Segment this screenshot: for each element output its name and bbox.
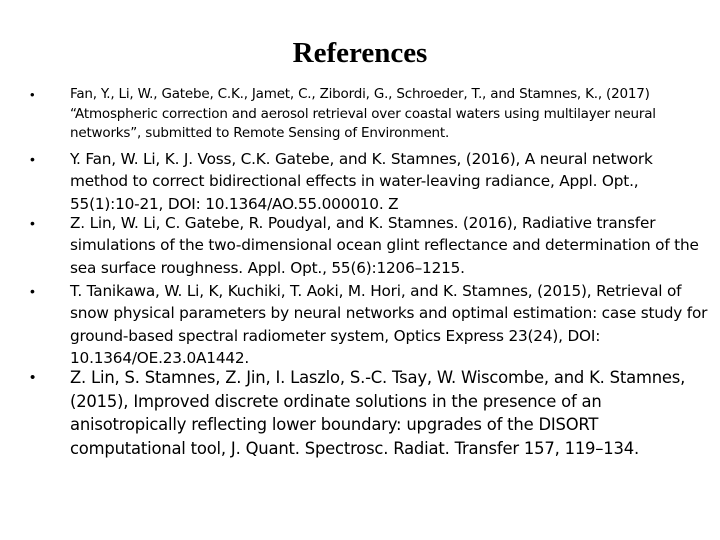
bullet-icon: •: [30, 369, 36, 386]
bullet-icon: •: [30, 151, 35, 167]
bullet-icon: •: [30, 87, 35, 102]
reference-text: Y. Fan, W. Li, K. J. Voss, C.K. Gatebe, and K. Stamnes, (2016), A neural network method to correct bidirectional effects in water-leaving radiance, Appl. Opt., 55(1):10-21, DOI: 10.1364/AO.55.000010. Z: [70, 150, 653, 213]
reference-text: Fan, Y., Li, W., Gatebe, C.K., Jamet, C., Zibordi, G., Schroeder, T., and Stamnes, K., (2017) “Atmospheric correction and aerosol retrieval over coastal waters using multilayer neural networks”, submitted to Remote Sensing of Environment.: [70, 86, 656, 141]
reference-text: T. Tanikawa, W. Li, K, Kuchiki, T. Aoki, M. Hori, and K. Stamnes, (2015), Retrieval of snow physical parameters by neural networks and optimal estimation: case study for ground-based spectral radiometer system, Optics Express 23(24), DOI: 10.1364/OE.23.0A1442.: [70, 282, 708, 367]
reference-text: Z. Lin, S. Stamnes, Z. Jin, I. Laszlo, S.-C. Tsay, W. Wiscombe, and K. Stamnes, (2015), Improved discrete ordinate solutions in the presence of an anisotropically reflecting lower boundary: upgrades of the DISORT computational tool, J. Quant. Spectrosc. Radiat. Transfer 157, 119–134.: [70, 368, 686, 459]
slide-title: References: [292, 37, 428, 69]
reference-text: Z. Lin, W. Li, C. Gatebe, R. Poudyal, and K. Stamnes. (2016), Radiative transfer simulations of the two-dimensional ocean glint reflectance and determination of the sea surface roughness. Appl. Opt., 55(6):1206–1215.: [70, 214, 699, 277]
bullet-icon: •: [30, 283, 35, 299]
bullet-icon: •: [30, 215, 35, 231]
